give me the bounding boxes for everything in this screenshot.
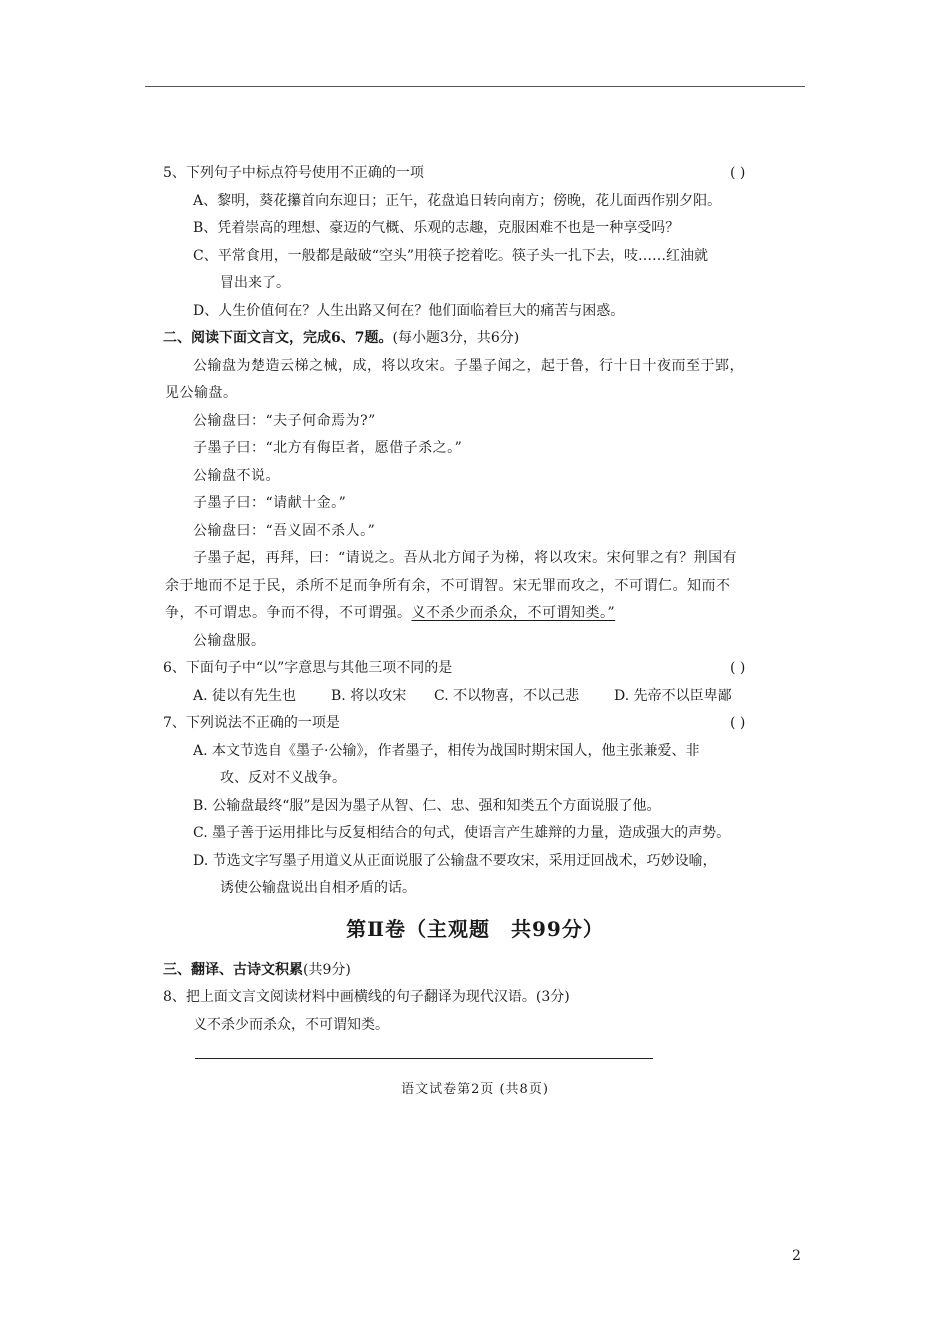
q6-answer-bracket: ( ) [730, 660, 746, 676]
q5-option-c: C、平常食用，一般都是敲破“空头”用筷子挖着吃。筷子头一扎下去，吱……红油就 [193, 247, 709, 264]
q7-stem-text: 7、下列说法不正确的一项是 [163, 715, 340, 731]
q7-option-b: B. 公输盘最终“服”是因为墨子从智、仁、忠、强和知类五个方面说服了他。 [193, 797, 661, 814]
q6-option-b: B. 将以攻宋 [331, 687, 407, 704]
q6-option-d: D. 先帝不以臣卑鄙 [614, 687, 732, 704]
section2-note: (每小题3分，共6分) [392, 330, 520, 346]
header-rule [145, 86, 805, 87]
q5-option-b: B、凭着崇高的理想、豪迈的气概、乐观的志趣，克服困难不也是一种享受吗？ [193, 220, 680, 236]
passage-line: 公输盘服。 [193, 632, 266, 649]
section2-heading [0, 325, 950, 353]
q6-options [0, 683, 950, 711]
q7-option-d: D. 节选文字写墨子用道义从正面说服了公输盘不要攻宋，采用迂回战术，巧妙设喻， [193, 852, 717, 869]
q8-stem: 8、把上面文言文阅读材料中画横线的句子翻译为现代汉语。(3分) [163, 989, 570, 1005]
q5-option-a: A、黎明，葵花攥首向东迎日；正午，花盘追日转向南方；傍晚，花儿面西作别夕阳。 [193, 192, 722, 209]
passage-line: 公输盘曰：“夫子何命焉为?” [193, 412, 376, 429]
passage-line: 公输盘不说。 [193, 467, 280, 484]
q7-answer-bracket: ( ) [730, 715, 746, 731]
underlined-sentence: 义不杀少而杀众，不可谓知类。” [411, 605, 616, 621]
q7-option-c: C. 墨子善于运用排比与反复相结合的句式，使语言产生雄辩的力量，造成强大的声势。 [193, 825, 731, 841]
section2-title: 二、阅读下面文言文，完成6、7题。 [163, 330, 393, 346]
section3-heading [0, 957, 950, 985]
passage-line: 余于地而不足于民，杀所不足而争所有余，不可谓智。宋无罪而攻之，不可谓仁。知而不 [165, 577, 731, 594]
q5-stem [0, 160, 950, 188]
passage-line: 公输盘曰：“吾义固不杀人。” [193, 522, 376, 539]
section3-title: 三、翻译、古诗文积累 [163, 961, 303, 978]
passage-line: 子墨子曰：“请献十金。” [193, 495, 347, 511]
q7-option-a-continued: 攻、反对不义战争。 [220, 770, 346, 786]
passage-line: 公输盘为楚造云梯之械，成，将以攻宋。子墨子闻之，起于鲁，行十日十夜而至于郢， [193, 357, 744, 374]
q5-option-d: D、人生价值何在？人生出路又何在？他们面临着巨大的痛苦与困惑。 [193, 302, 625, 319]
q5-option-c-continued: 冒出来了。 [220, 275, 290, 291]
q6-option-a: A. 徒以有先生也 [193, 687, 297, 704]
section3-note: (共9分) [303, 961, 351, 978]
passage-line: 子墨子起，再拜，曰：“请说之。吾从北方闻子为梯，将以攻宋。宋何罪之有？荆国有 [193, 550, 738, 566]
q6-stem [0, 655, 950, 683]
passage-line: 子墨子曰：“北方有侮臣者，愿借子杀之。” [193, 440, 463, 456]
page-number: 2 [792, 1248, 801, 1264]
page-footer: 语文试卷第2页 (共8页) [401, 1082, 549, 1097]
q5-answer-bracket: ( ) [730, 165, 746, 181]
passage-line [0, 600, 950, 628]
answer-line[interactable] [195, 1058, 653, 1059]
q6-option-c: C. 不以物喜，不以己悲 [434, 687, 580, 704]
q7-stem [0, 710, 950, 738]
q5-stem-text: 5、下列句子中标点符号使用不正确的一项 [163, 165, 424, 181]
q8-sentence: 义不杀少而杀众，不可谓知类。 [193, 1016, 389, 1033]
q7-option-d-continued: 诱使公输盘说出自相矛盾的话。 [220, 880, 416, 896]
q7-option-a: A. 本文节选自《墨子·公输》，作者墨子，相传为战国时期宋国人，他主张兼爱、非 [193, 742, 700, 759]
passage-line: 见公输盘。 [165, 385, 238, 401]
exam-content [0, 160, 950, 1039]
q6-stem-text: 6、下面句子中“以”字意思与其他三项不同的是 [163, 660, 453, 676]
part2-title: 第Ⅱ卷（主观题 共99分） [346, 916, 604, 941]
passage-text: 争，不可谓忠。争而不得，不可谓强。 [165, 605, 412, 621]
